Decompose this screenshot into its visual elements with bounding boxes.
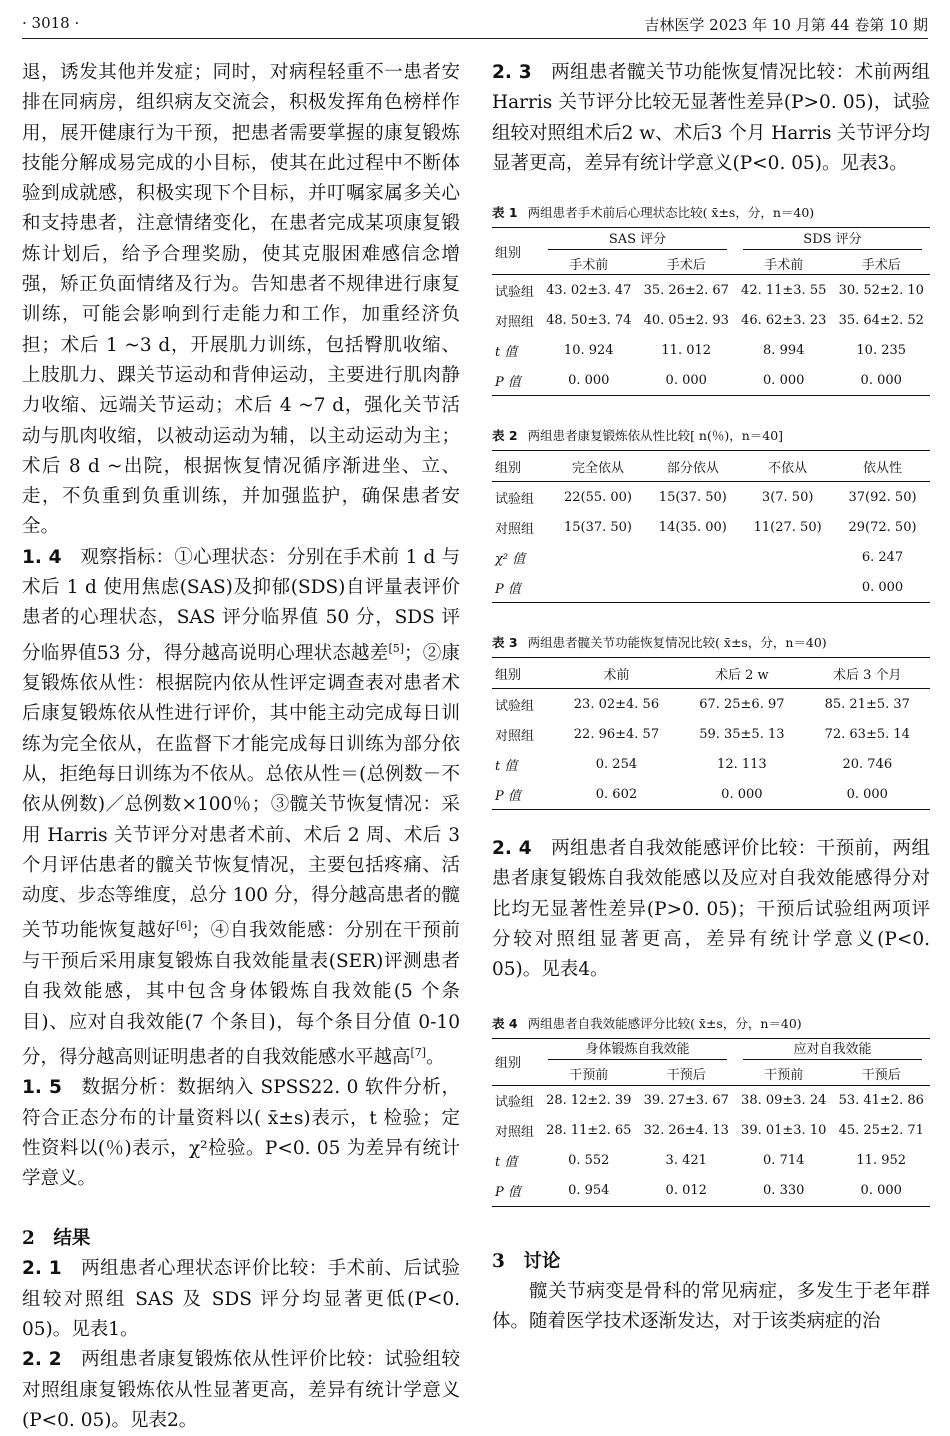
table-subheader: 手术前 [735, 252, 832, 275]
table-3-caption [492, 633, 930, 651]
cell: 23. 02±4. 56 [573, 696, 660, 712]
cell: 22(55. 00) [563, 489, 632, 505]
table-caption-text: 两组患者髋关节功能恢复情况比较( x̄±s，分，n＝40) [527, 635, 827, 651]
cell: 46. 62±3. 23 [741, 312, 827, 328]
row-label: 试验组 [495, 284, 535, 300]
cell: 15(37. 50) [658, 489, 727, 505]
table-subheader: 干预前 [540, 1063, 637, 1086]
row-label: 对照组 [495, 521, 535, 537]
cell: 30. 52±2. 10 [838, 282, 924, 298]
cell: 14(35. 00) [658, 519, 727, 535]
table-row [492, 749, 930, 779]
cell [551, 572, 646, 603]
citation-ref: [6] [175, 919, 192, 933]
row-label: P 值 [495, 581, 521, 597]
table-header: 不依从 [740, 451, 835, 482]
section-2-1 [22, 1254, 460, 1345]
cell: 3. 421 [665, 1153, 707, 1169]
cell: 72. 63±5. 14 [824, 726, 910, 742]
cell: 29(72. 50) [848, 519, 917, 535]
table-header: 组别 [492, 451, 551, 482]
cell: 39. 27±3. 67 [643, 1093, 729, 1109]
table-subheader: 干预前 [735, 1063, 832, 1086]
cell: 0. 000 [846, 786, 888, 802]
method-paragraph-continued: 退，诱发其他并发症；同时，对病程轻重不一患者安排在同病房，组织病友交流会，积极发挥角色榜样作用，展开健康行为干预，把患者需要掌握的康复锻炼技能分解成易完成的小目标，使其在此过程中不断体验到成就感，积极实现下个目标，并叮嘱家属多关心和支持患者，注意情绪变化，在患者完成某项康复锻炼计划后，给予合理奖励，使其克服困难感信念增强，矫正负面情绪及行为。告知患者不规律进行康复训练，可能会影响到行走能力和工作，加重经济负担；术后 1 ~3 d，开展肌力训练，包括臀肌收缩、上肢肌力、踝关节运动和背伸运动，主要进行肌肉静力收缩、远端关节运动；术后 4 ~7 d，强化关节活动与肌肉收缩，以被动运动为辅，以主动运动为主；术后 8 d ~出院，根据恢复情况循序渐进坐、立、走，不负重到负重训练，并加强监护，确保患者安全。 [22, 62, 460, 538]
citation-ref: [5] [388, 641, 405, 655]
cell: 0. 330 [763, 1183, 805, 1199]
cell: 35. 64±2. 52 [838, 312, 924, 328]
table-group-header [540, 1038, 735, 1063]
row-label: P 值 [495, 374, 521, 390]
table-4 [492, 1038, 930, 1207]
table-row [492, 719, 930, 749]
header-rule [22, 38, 928, 39]
cell: 0. 000 [721, 786, 763, 802]
running-header [22, 14, 928, 38]
table-caption-text: 两组患者自我效能感评分比较( x̄±s，分，n＝40) [527, 1015, 802, 1031]
cell: 0. 552 [568, 1153, 610, 1169]
cell: 10. 924 [563, 342, 614, 358]
table-row [492, 275, 930, 306]
table-row [492, 572, 930, 603]
table-header: 术后 2 w [679, 658, 804, 689]
cell: 11. 952 [856, 1153, 907, 1169]
cell: 28. 12±2. 39 [546, 1093, 632, 1109]
section-text: 观察指标：①心理状态：分别在手术前 1 d 与术后 1 d 使用焦虑(SAS)及抑郁(SDS)自评量表评价患者的心理状态，SAS 评分临界值 50 分，SDS 评分临界值53 分，得分越高说明心理状态越差 [22, 546, 460, 664]
section-text: 。 [426, 1046, 445, 1068]
row-label: t 值 [495, 344, 518, 360]
section-number: 1. 4 [22, 546, 62, 568]
section-1-4 [22, 543, 460, 1074]
cell: 0. 954 [568, 1183, 610, 1199]
cell: 0. 000 [860, 1183, 902, 1199]
cell [551, 542, 646, 572]
table-subheader: 手术后 [832, 252, 930, 275]
cell: 45. 25±2. 71 [838, 1123, 924, 1139]
cell: 53. 41±2. 86 [838, 1093, 924, 1109]
section-number: 2. 1 [22, 1258, 62, 1280]
table-row [492, 1146, 930, 1176]
cell: 37(92. 50) [848, 489, 917, 505]
section-number: 1. 5 [22, 1077, 62, 1099]
table-number: 表 2 [492, 428, 518, 444]
discussion-paragraph: 髋关节病变是骨科的常见病症，多发生于老年群体。随着医学技术逐渐发达，对于该类病症的治 [492, 1280, 930, 1332]
cell: 0. 000 [568, 372, 610, 388]
table-caption-text: 两组患者康复锻炼依从性比较[ n(％)，n＝40] [527, 428, 784, 444]
table-number: 表 4 [492, 1015, 518, 1031]
cell: 59. 35±5. 13 [699, 726, 785, 742]
table-caption-text: 两组患者手术前后心理状态比较( x̄±s，分，n＝40) [527, 205, 815, 221]
cell: 3(7. 50) [761, 489, 814, 505]
left-column [22, 58, 460, 1436]
table-2-caption [492, 426, 930, 444]
table-header: 术前 [554, 658, 679, 689]
table-group-header [735, 228, 930, 253]
section-text: 数据分析：数据纳入 SPSS22. 0 软件分析，符合正态分布的计量资料以( x̄±s)表示，t 检验；定性资料以(％)表示，χ²检验。P<0. 05 为差异有统计学意义。 [22, 1077, 460, 1190]
results-heading: 2 结果 [22, 1228, 91, 1250]
table-2 [492, 450, 930, 603]
section-text: 两组患者心理状态评价比较：手术前、后试验组较对照组 SAS 及 SDS 评分均显著更低(P<0. 05)。见表1。 [22, 1258, 460, 1341]
section-text: ；②康复锻炼依从性：根据院内依从性评定调查表对患者术后康复锻炼依从性进行评价，其中能主动完成每日训练为完全依从，在监督下才能完成每日训练为部分依从，拒绝每日训练为不依从。总依从性＝(总例数－不依从例数)／总例数×100％；③髋关节恢复情况：采用 Harris 关节评分对患者术前、术后 2 周、术后 3 个月评估患者的髋关节恢复情况，主要包括疼痛、活动度、步态等维度，总分 100 分，得分越高患者的髋关节功能恢复越好 [22, 642, 460, 942]
table-3 [492, 657, 930, 810]
cell: 15(37. 50) [563, 519, 632, 535]
section-text: 两组患者自我效能感评价比较：干预前，两组患者康复锻炼自我效能感以及应对自我效能感得分对比均无显著性差异(P>0. 05)；干预后试验组两项评分较对照组显著更高，差异有统计学意义(P<0. 05)。见表4。 [492, 838, 930, 981]
cell: 40. 05±2. 93 [643, 312, 729, 328]
table-row [492, 335, 930, 365]
table-row [492, 305, 930, 335]
row-label: 试验组 [495, 1095, 535, 1111]
group-label: 身体锻炼自我效能 [548, 1041, 727, 1060]
table-row [492, 1176, 930, 1207]
section-text: 两组患者髋关节功能恢复情况比较：术前两组 Harris 关节评分比较无显著性差异(P>0. 05)，试验组较对照组术后2 w、术后3 个月 Harris 关节评分均显著更高，差异有统计学意义(P<0. 05)。见表3。 [492, 62, 930, 174]
cell [740, 572, 835, 603]
table-header: 组别 [492, 658, 554, 689]
cell: 43. 02±3. 47 [546, 282, 632, 298]
table-group-header [735, 1038, 930, 1063]
journal-citation: 吉林医学 2023 年 10 月第 44 卷第 10 期 [644, 16, 928, 34]
cell: 22. 96±4. 57 [573, 726, 660, 742]
section-1-5 [22, 1073, 460, 1194]
section-2-2 [22, 1345, 460, 1436]
cell: 8. 994 [763, 342, 805, 358]
cell: 0. 714 [763, 1153, 805, 1169]
cell: 38. 09±3. 24 [741, 1093, 827, 1109]
section-text: 两组患者康复锻炼依从性评价比较：试验组较对照组康复锻炼依从性显著更高，差异有统计学意义(P<0. 05)。见表2。 [22, 1349, 460, 1431]
table-subheader: 手术后 [637, 252, 734, 275]
section-text: ；④自我效能感：分别在干预前与干预后采用康复锻炼自我效能量表(SER)评测患者自我效能感，其中包含身体锻炼自我效能(5 个条目)、应对自我效能(7 个条目)，每个条目分值 0-10 分，得分越高则证明患者的自我效能感水平越高 [22, 920, 460, 1068]
cell [645, 542, 740, 572]
group-label: SDS 评分 [743, 231, 922, 250]
table-header: 组别 [492, 228, 540, 275]
section-number: 2. 2 [22, 1349, 62, 1371]
cell: 0. 000 [763, 372, 805, 388]
cell: 0. 000 [860, 372, 902, 388]
table-header: 术后 3 个月 [805, 658, 930, 689]
cell: 6. 247 [861, 549, 904, 565]
right-column [492, 58, 930, 1337]
row-label: χ² 值 [495, 551, 526, 567]
cell: 67. 25±6. 97 [699, 696, 785, 712]
table-row [492, 365, 930, 396]
table-row [492, 482, 930, 513]
discussion-heading: 3 讨论 [492, 1250, 561, 1272]
table-row [492, 1085, 930, 1116]
row-label: t 值 [495, 758, 518, 774]
row-label: 对照组 [495, 728, 535, 744]
cell: 10. 235 [856, 342, 907, 358]
cell: 11. 012 [661, 342, 712, 358]
cell: 0. 602 [595, 786, 638, 802]
table-subheader: 手术前 [540, 252, 637, 275]
cell: 48. 50±3. 74 [546, 312, 632, 328]
table-row [492, 779, 930, 810]
table-row [492, 512, 930, 542]
table-4-caption [492, 1014, 930, 1032]
row-label: P 值 [495, 788, 521, 804]
cell: 0. 000 [665, 372, 707, 388]
table-row [492, 1116, 930, 1146]
group-label: 应对自我效能 [743, 1041, 922, 1060]
section-2-4 [492, 834, 930, 985]
section-number: 2. 4 [492, 838, 532, 860]
row-label: 对照组 [495, 314, 535, 330]
group-label: SAS 评分 [548, 231, 727, 250]
table-subheader: 干预后 [832, 1063, 930, 1086]
citation-ref: [7] [410, 1045, 427, 1059]
cell: 32. 26±4. 13 [643, 1123, 729, 1139]
table-subheader: 干预后 [637, 1063, 734, 1086]
row-label: 试验组 [495, 698, 535, 714]
cell: 12. 113 [717, 756, 767, 772]
cell: 20. 746 [842, 756, 893, 772]
cell: 85. 21±5. 37 [824, 696, 910, 712]
section-number: 2. 3 [492, 62, 532, 83]
cell: 0. 254 [595, 756, 638, 772]
cell [740, 542, 835, 572]
table-1 [492, 227, 930, 396]
table-group-header [540, 228, 735, 253]
row-label: 对照组 [495, 1125, 535, 1141]
row-label: P 值 [495, 1185, 521, 1201]
table-header: 组别 [492, 1038, 540, 1085]
table-row [492, 542, 930, 572]
table-header: 完全依从 [551, 451, 646, 482]
row-label: t 值 [495, 1155, 518, 1171]
section-2-3 [492, 58, 930, 179]
row-label: 试验组 [495, 491, 535, 507]
table-header: 部分依从 [645, 451, 740, 482]
table-header: 依从性 [835, 451, 930, 482]
cell [645, 572, 740, 603]
table-number: 表 3 [492, 635, 518, 651]
table-number: 表 1 [492, 205, 518, 221]
page-number: · 3018 · [22, 14, 80, 32]
cell: 0. 012 [665, 1183, 707, 1199]
table-row [492, 689, 930, 720]
cell: 0. 000 [861, 579, 904, 595]
cell: 11(27. 50) [753, 519, 822, 535]
cell: 39. 01±3. 10 [741, 1123, 827, 1139]
cell: 42. 11±3. 55 [741, 282, 827, 298]
cell: 28. 11±2. 65 [546, 1123, 632, 1139]
cell: 35. 26±2. 67 [643, 282, 729, 298]
table-1-caption [492, 203, 930, 221]
